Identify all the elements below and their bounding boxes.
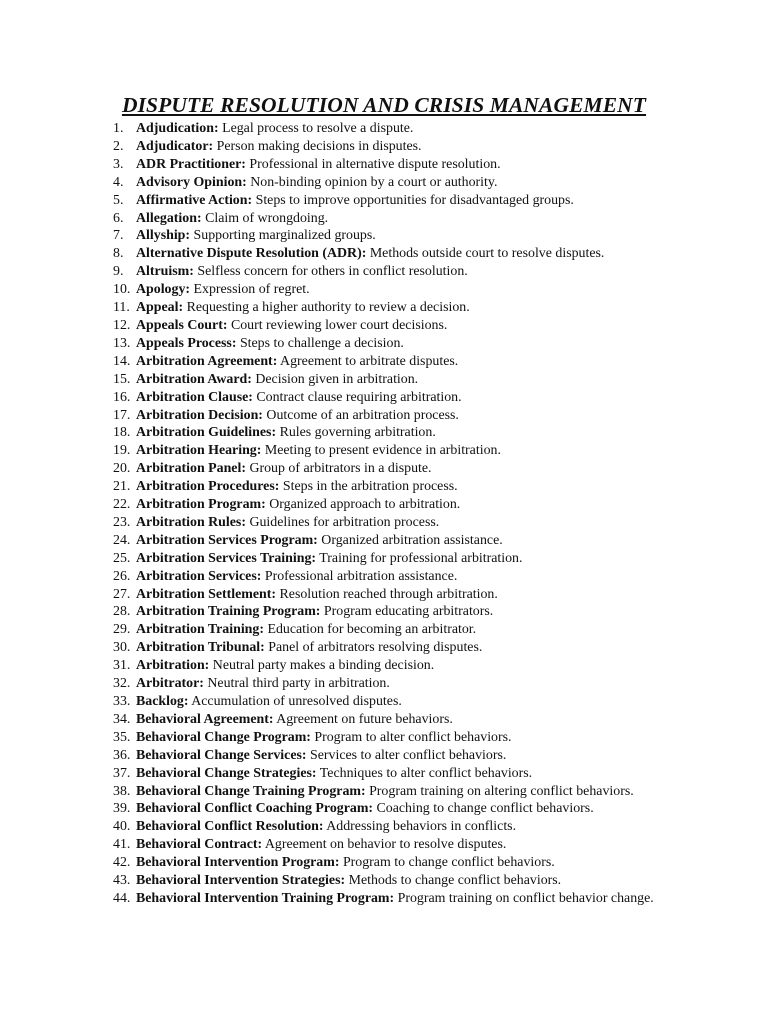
entry-definition: Person making decisions in disputes. <box>216 138 422 154</box>
glossary-entry <box>0 442 688 460</box>
entry-term: Arbitration Services Program: <box>136 532 318 548</box>
entry-definition: Legal process to resolve a dispute. <box>222 121 414 136</box>
glossary-entry <box>0 245 688 263</box>
glossary-entry <box>0 854 688 872</box>
glossary-entry <box>0 603 688 621</box>
entry-number: 23. <box>113 514 131 530</box>
entry-number: 12. <box>113 317 131 333</box>
entry-number: 28. <box>113 604 131 620</box>
entry-term: Behavioral Contract: <box>136 837 263 853</box>
entry-definition: Supporting marginalized groups. <box>193 228 376 244</box>
entry-definition: Organized approach to arbitration. <box>269 497 461 513</box>
glossary-entry <box>0 407 688 425</box>
glossary-entry <box>0 639 688 657</box>
glossary-entry <box>0 872 688 890</box>
entry-number: 35. <box>113 729 131 745</box>
entry-number: 3. <box>113 156 124 172</box>
entry-definition: Program training on conflict behavior change. <box>397 890 654 906</box>
entry-definition: Agreement on future behaviors. <box>276 711 453 727</box>
entry-term: Apology: <box>136 282 191 298</box>
entry-number: 5. <box>113 192 124 208</box>
glossary-entry <box>0 550 688 568</box>
entry-definition: Agreement on behavior to resolve disputes. <box>264 837 507 853</box>
entry-number: 42. <box>113 855 131 871</box>
entry-definition: Resolution reached through arbitration. <box>279 586 498 602</box>
entry-definition: Steps in the arbitration process. <box>282 479 458 495</box>
entry-number: 24. <box>113 532 131 548</box>
glossary-entry <box>0 747 688 765</box>
entry-number: 32. <box>113 676 131 692</box>
entry-definition: Training for professional arbitration. <box>319 550 523 566</box>
entry-definition: Non-binding opinion by a court or authority. <box>250 174 498 190</box>
entry-definition: Professional in alternative dispute resolution. <box>249 156 501 172</box>
entry-term: ADR Practitioner: <box>136 156 246 172</box>
entry-definition: Outcome of an arbitration process. <box>266 407 459 423</box>
glossary-entry <box>0 460 688 478</box>
entry-number: 11. <box>113 300 130 316</box>
glossary-entry <box>0 836 688 854</box>
glossary-entry <box>0 210 688 228</box>
glossary-entry <box>0 496 688 514</box>
entry-term: Arbitration Clause: <box>136 389 253 405</box>
entry-term: Behavioral Conflict Resolution: <box>136 819 324 835</box>
entry-definition: Expression of regret. <box>193 282 310 298</box>
entry-term: Arbitration Services Training: <box>136 550 317 566</box>
entry-number: 34. <box>113 711 131 727</box>
entry-number: 17. <box>113 407 131 423</box>
entry-definition: Neutral party makes a binding decision. <box>212 658 435 674</box>
entry-term: Allegation: <box>136 210 202 226</box>
entry-term: Appeals Process: <box>136 335 237 351</box>
entry-term: Behavioral Change Services: <box>136 747 307 763</box>
entry-term: Arbitration Training: <box>136 622 264 638</box>
glossary-entry <box>0 783 688 801</box>
entry-number: 38. <box>113 783 131 799</box>
glossary-entry <box>0 138 688 156</box>
entry-term: Behavioral Change Strategies: <box>136 765 317 781</box>
glossary-entry <box>0 371 688 389</box>
glossary-entry <box>0 765 688 783</box>
glossary-entry <box>0 621 688 639</box>
glossary-entry <box>0 192 688 210</box>
glossary-entry <box>0 657 688 675</box>
entry-definition: Meeting to present evidence in arbitration. <box>264 443 501 459</box>
entry-definition: Program educating arbitrators. <box>323 604 494 620</box>
entry-number: 44. <box>113 890 131 906</box>
entry-term: Arbitration Settlement: <box>136 586 277 602</box>
entry-definition: Decision given in arbitration. <box>255 371 419 387</box>
glossary-entry <box>0 299 688 317</box>
entry-number: 25. <box>113 550 131 566</box>
glossary-entry <box>0 353 688 371</box>
entry-definition: Agreement to arbitrate disputes. <box>280 353 459 369</box>
entry-number: 36. <box>113 747 131 763</box>
entry-number: 33. <box>113 694 131 709</box>
entry-number: 8. <box>113 246 124 262</box>
entry-number: 29. <box>113 622 131 638</box>
glossary-entry <box>0 389 688 407</box>
entry-definition: Steps to improve opportunities for disadvantaged groups. <box>255 192 574 208</box>
glossary-entry <box>0 729 688 747</box>
entry-definition: Accumulation of unresolved disputes. <box>191 694 402 709</box>
entry-definition: Professional arbitration assistance. <box>264 568 458 584</box>
entry-number: 2. <box>113 138 124 154</box>
entry-term: Behavioral Intervention Strategies: <box>136 873 346 889</box>
entry-definition: Rules governing arbitration. <box>279 425 436 441</box>
entry-number: 40. <box>113 819 131 835</box>
entry-definition: Selfless concern for others in conflict resolution. <box>197 264 468 280</box>
glossary-entry <box>0 711 688 729</box>
entry-number: 39. <box>113 801 131 817</box>
entry-definition: Steps to challenge a decision. <box>239 335 404 351</box>
glossary-entry <box>0 818 688 836</box>
entry-number: 20. <box>113 461 131 477</box>
glossary-entry <box>0 335 688 353</box>
entry-number: 21. <box>113 479 131 495</box>
entry-definition: Panel of arbitrators resolving disputes. <box>268 640 483 656</box>
entry-term: Altruism: <box>136 264 194 280</box>
glossary-entry <box>0 800 688 818</box>
entry-definition: Contract clause requiring arbitration. <box>256 389 462 405</box>
entry-term: Arbitration Guidelines: <box>136 425 277 441</box>
entry-number: 18. <box>113 425 131 441</box>
entry-number: 30. <box>113 640 131 656</box>
entry-number: 27. <box>113 586 131 602</box>
entry-number: 19. <box>113 443 131 459</box>
entry-term: Appeal: <box>136 300 184 316</box>
entry-term: Adjudication: <box>136 121 219 136</box>
entry-term: Allyship: <box>136 228 191 244</box>
entry-term: Behavioral Intervention Training Program: <box>136 890 395 906</box>
entry-definition: Services to alter conflict behaviors. <box>310 747 507 763</box>
entry-number: 26. <box>113 568 131 584</box>
entry-term: Arbitration Rules: <box>136 514 246 530</box>
entry-term: Arbitration Agreement: <box>136 353 278 369</box>
glossary-entry <box>0 586 688 604</box>
entry-term: Behavioral Change Program: <box>136 729 311 745</box>
entry-number: 22. <box>113 497 131 513</box>
entry-term: Appeals Court: <box>136 317 228 333</box>
entry-number: 6. <box>113 210 124 226</box>
glossary-entry <box>0 263 688 281</box>
entry-term: Backlog: <box>136 694 189 709</box>
entry-definition: Claim of wrongdoing. <box>205 210 329 226</box>
entry-definition: Neutral third party in arbitration. <box>207 676 390 692</box>
document-title: DISPUTE RESOLUTION AND CRISIS MANAGEMENT <box>121 93 647 117</box>
entry-number: 41. <box>113 837 131 853</box>
entry-term: Arbitration Program: <box>136 497 266 513</box>
glossary-list <box>0 120 688 908</box>
entry-term: Affirmative Action: <box>136 192 253 208</box>
entry-number: 14. <box>113 353 131 369</box>
entry-definition: Guidelines for arbitration process. <box>249 514 440 530</box>
glossary-entry <box>0 174 688 192</box>
entry-number: 31. <box>113 658 131 674</box>
entry-definition: Education for becoming an arbitrator. <box>267 622 477 638</box>
entry-number: 1. <box>113 121 124 136</box>
glossary-entry <box>0 890 688 908</box>
entry-definition: Group of arbitrators in a dispute. <box>249 461 432 477</box>
entry-definition: Addressing behaviors in conflicts. <box>326 819 517 835</box>
glossary-entry <box>0 227 688 245</box>
entry-number: 13. <box>113 335 131 351</box>
entry-term: Arbitration Tribunal: <box>136 640 265 656</box>
glossary-entry <box>0 120 688 138</box>
entry-number: 9. <box>113 264 124 280</box>
entry-number: 16. <box>113 389 131 405</box>
entry-number: 15. <box>113 371 131 387</box>
entry-term: Arbitration Hearing: <box>136 443 262 459</box>
entry-definition: Organized arbitration assistance. <box>321 532 503 548</box>
entry-term: Arbitration Services: <box>136 568 262 584</box>
entry-term: Behavioral Conflict Coaching Program: <box>136 801 374 817</box>
entry-term: Arbitration Training Program: <box>136 604 321 620</box>
glossary-entry <box>0 317 688 335</box>
entry-definition: Court reviewing lower court decisions. <box>230 317 448 333</box>
entry-number: 37. <box>113 765 131 781</box>
entry-number: 7. <box>113 228 124 244</box>
glossary-entry <box>0 281 688 299</box>
glossary-entry <box>0 156 688 174</box>
glossary-entry <box>0 514 688 532</box>
entry-number: 4. <box>113 174 124 190</box>
entry-term: Behavioral Change Training Program: <box>136 783 366 799</box>
entry-term: Arbitration Decision: <box>136 407 263 423</box>
entry-term: Arbitration Award: <box>136 371 252 387</box>
entry-number: 10. <box>113 282 131 298</box>
glossary-entry <box>0 568 688 586</box>
entry-definition: Requesting a higher authority to review a decision. <box>186 300 470 316</box>
glossary-entry <box>0 693 688 711</box>
entry-term: Alternative Dispute Resolution (ADR): <box>136 246 367 262</box>
entry-number: 43. <box>113 873 131 889</box>
entry-term: Arbitration: <box>136 658 210 674</box>
entry-term: Arbitration Panel: <box>136 461 246 477</box>
glossary-entry <box>0 478 688 496</box>
entry-definition: Techniques to alter conflict behaviors. <box>319 765 533 781</box>
entry-term: Adjudicator: <box>136 138 214 154</box>
entry-definition: Methods outside court to resolve disputes. <box>369 246 605 262</box>
glossary-entry <box>0 424 688 442</box>
glossary-entry <box>0 532 688 550</box>
entry-definition: Program training on altering conflict behaviors. <box>369 783 634 799</box>
entry-term: Arbitrator: <box>136 676 204 692</box>
entry-term: Arbitration Procedures: <box>136 479 280 495</box>
glossary-entry <box>0 675 688 693</box>
entry-definition: Coaching to change conflict behaviors. <box>376 801 594 817</box>
entry-definition: Program to alter conflict behaviors. <box>314 729 512 745</box>
entry-term: Advisory Opinion: <box>136 174 247 190</box>
entry-term: Behavioral Agreement: <box>136 711 274 727</box>
entry-definition: Program to change conflict behaviors. <box>342 855 555 871</box>
entry-term: Behavioral Intervention Program: <box>136 855 340 871</box>
entry-definition: Methods to change conflict behaviors. <box>348 873 562 889</box>
